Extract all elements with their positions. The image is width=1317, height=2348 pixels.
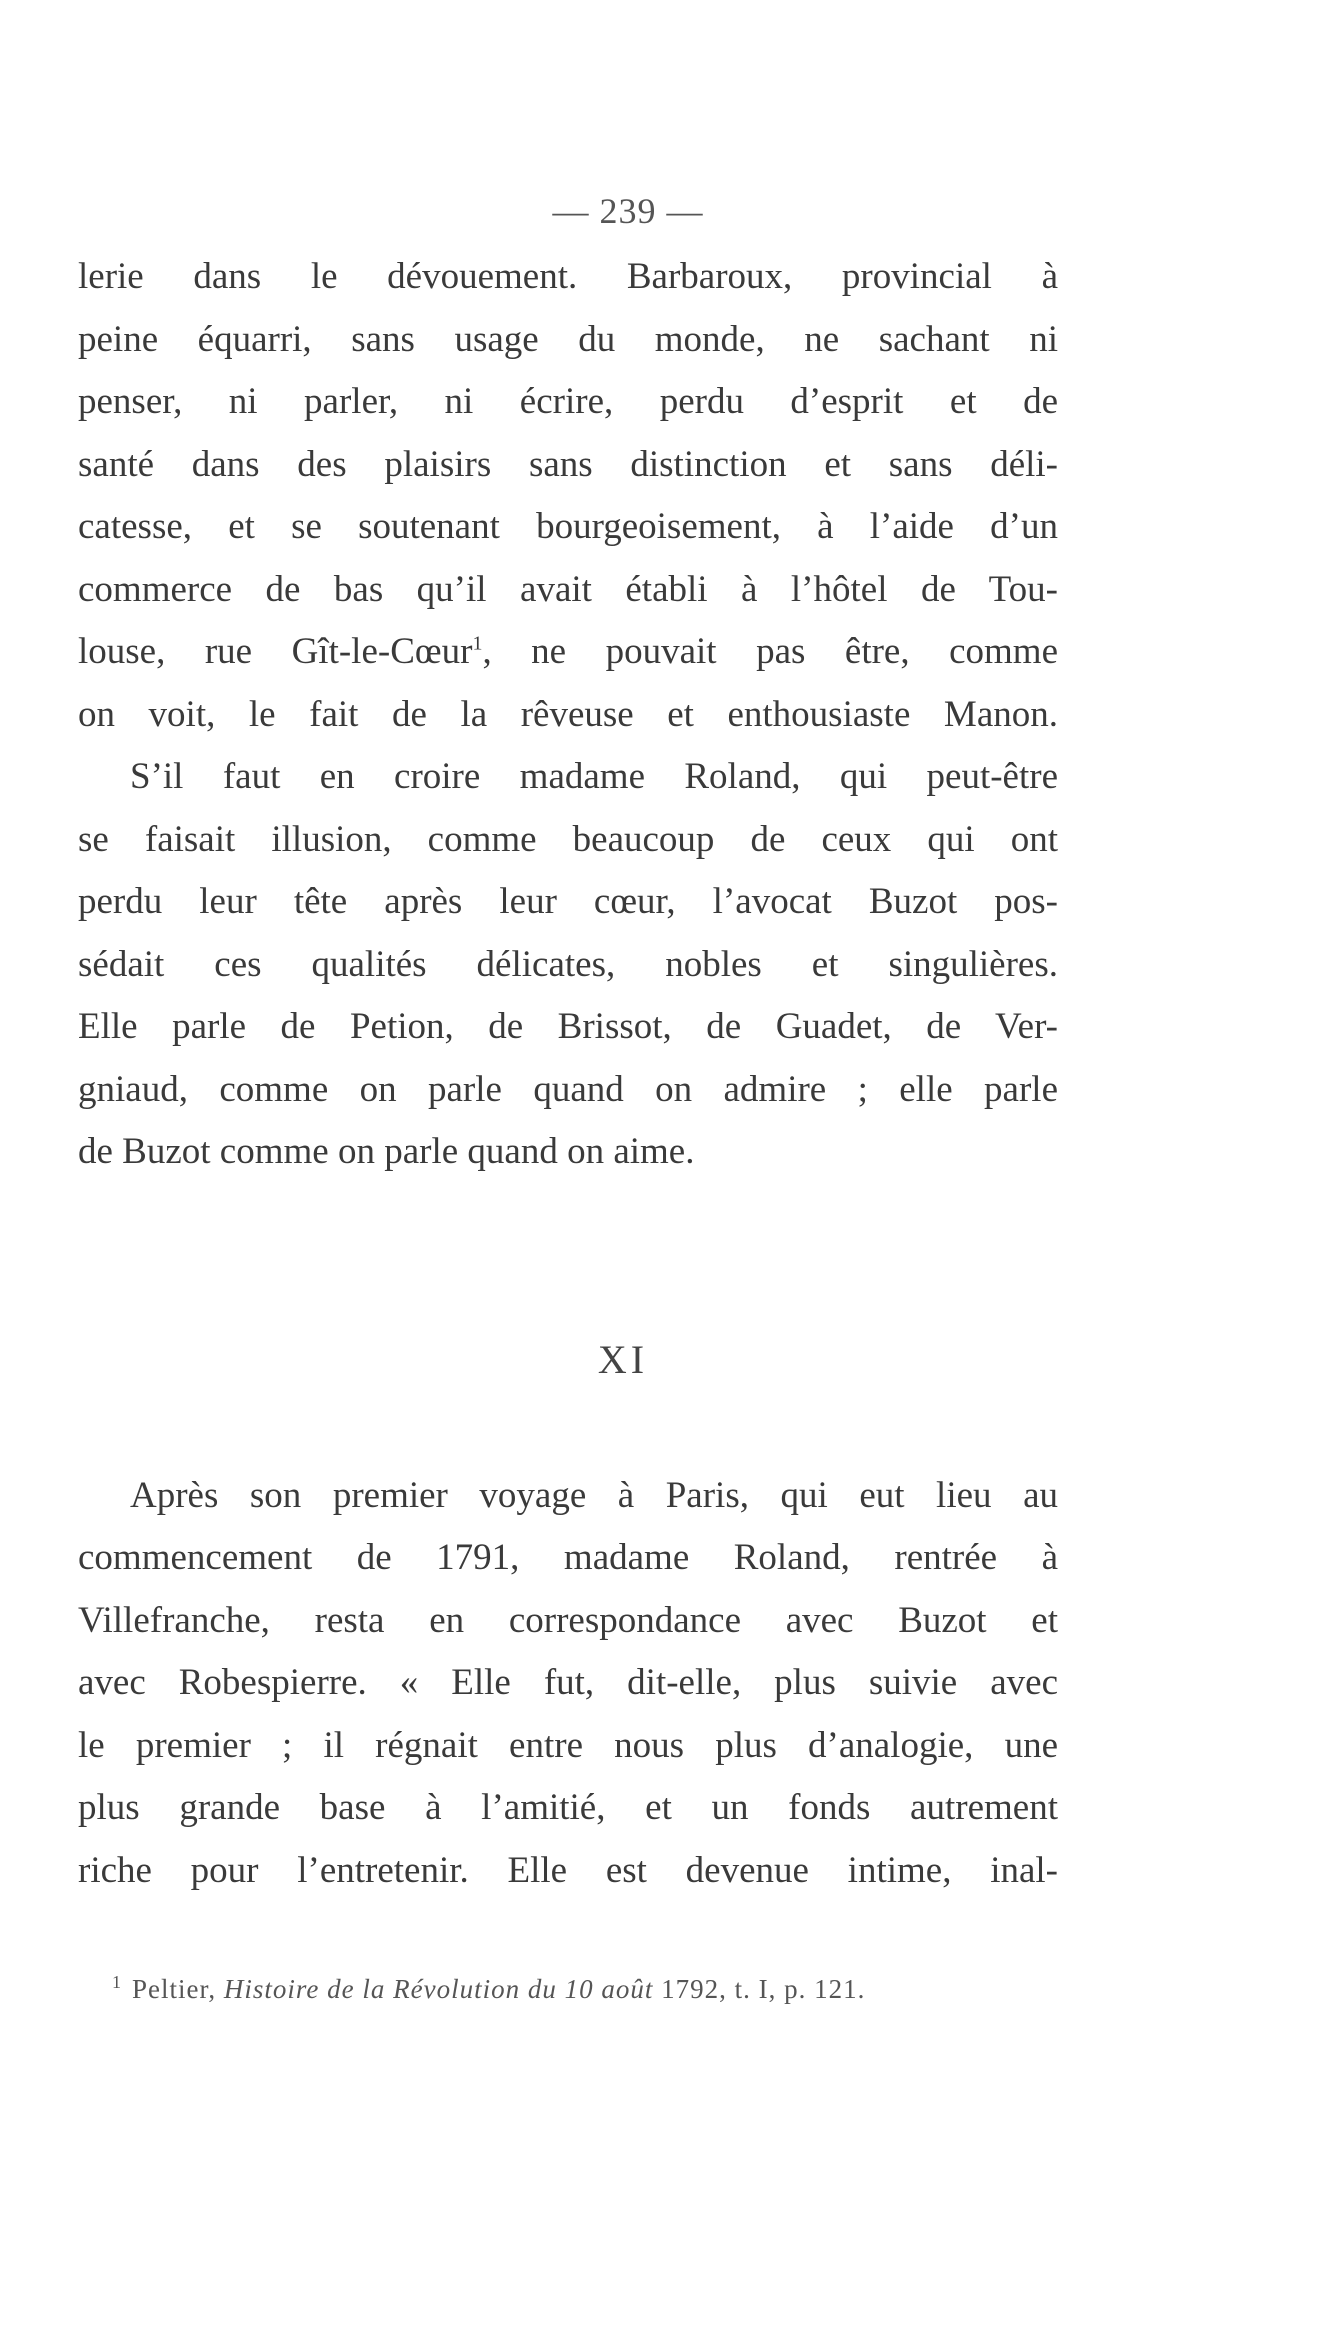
text-line: sédait ces qualités délicates, nobles et singulières. bbox=[78, 943, 1058, 985]
text-fragment: , ne pouvait pas être, comme bbox=[482, 631, 1058, 672]
text-line: avec Robespierre. « Elle fut, dit-elle, plus suivie avec bbox=[78, 1662, 1058, 1703]
text-line: Villefranche, resta en correspondance avec Buzot et bbox=[78, 1599, 1058, 1641]
footnote-title: Histoire de la Révolution du 10 août bbox=[223, 1974, 654, 2004]
text-line-with-footnote bbox=[78, 621, 1058, 684]
text-line: catesse, et se soutenant bourgeoisement, à l’aide d’un bbox=[78, 506, 1058, 547]
paragraph-1 bbox=[78, 246, 1058, 746]
text-line: on voit, le fait de la rêveuse et enthousiaste Manon. bbox=[78, 693, 1058, 735]
footnote-marker: 1 bbox=[112, 1972, 122, 1992]
text-line: riche pour l’entretenir. Elle est devenue intime, inal- bbox=[78, 1849, 1058, 1891]
text-line: lerie dans le dévouement. Barbaroux, provincial à bbox=[78, 256, 1058, 297]
text-line: S’il faut en croire madame Roland, qui peut-être bbox=[130, 756, 1058, 797]
footnote-reference[interactable]: 1 bbox=[472, 632, 483, 655]
text-line: le premier ; il régnait entre nous plus d’analogie, une bbox=[78, 1724, 1058, 1766]
text-line: perdu leur tête après leur cœur, l’avocat Buzot pos- bbox=[78, 881, 1058, 922]
text-line: Après son premier voyage à Paris, qui eut lieu au bbox=[130, 1474, 1058, 1516]
footnote bbox=[112, 1972, 1072, 2005]
paragraph-3 bbox=[78, 1465, 1058, 1903]
text-line: Elle parle de Petion, de Brissot, de Guadet, de Ver- bbox=[78, 1006, 1058, 1047]
footnote-citation: 1792, t. I, p. 121. bbox=[661, 1974, 866, 2004]
text-fragment: louse, rue Gît-le-Cœur bbox=[78, 631, 473, 672]
text-line: gniaud, comme on parle quand on admire ; elle parle bbox=[78, 1068, 1058, 1110]
page-number: — 239 — bbox=[552, 191, 704, 231]
text-line: se faisait illusion, comme beaucoup de ceux qui ont bbox=[78, 818, 1058, 860]
text-line: peine équarri, sans usage du monde, ne sachant ni bbox=[78, 318, 1058, 360]
paragraph-2 bbox=[78, 746, 1058, 1184]
page-body bbox=[78, 190, 1058, 1902]
footnote-author: Peltier, bbox=[132, 1974, 217, 2004]
text-line: santé dans des plaisirs sans distinction et sans déli- bbox=[78, 443, 1058, 485]
text-line: de Buzot comme on parle quand on aime. bbox=[78, 1131, 695, 1172]
text-line: penser, ni parler, ni écrire, perdu d’esprit et de bbox=[78, 381, 1058, 422]
text-line: commerce de bas qu’il avait établi à l’hôtel de Tou- bbox=[78, 568, 1058, 610]
section-heading: XI bbox=[597, 1336, 649, 1382]
text-line: commencement de 1791, madame Roland, rentrée à bbox=[78, 1537, 1058, 1578]
text-line: plus grande base à l’amitié, et un fonds autrement bbox=[78, 1787, 1058, 1828]
